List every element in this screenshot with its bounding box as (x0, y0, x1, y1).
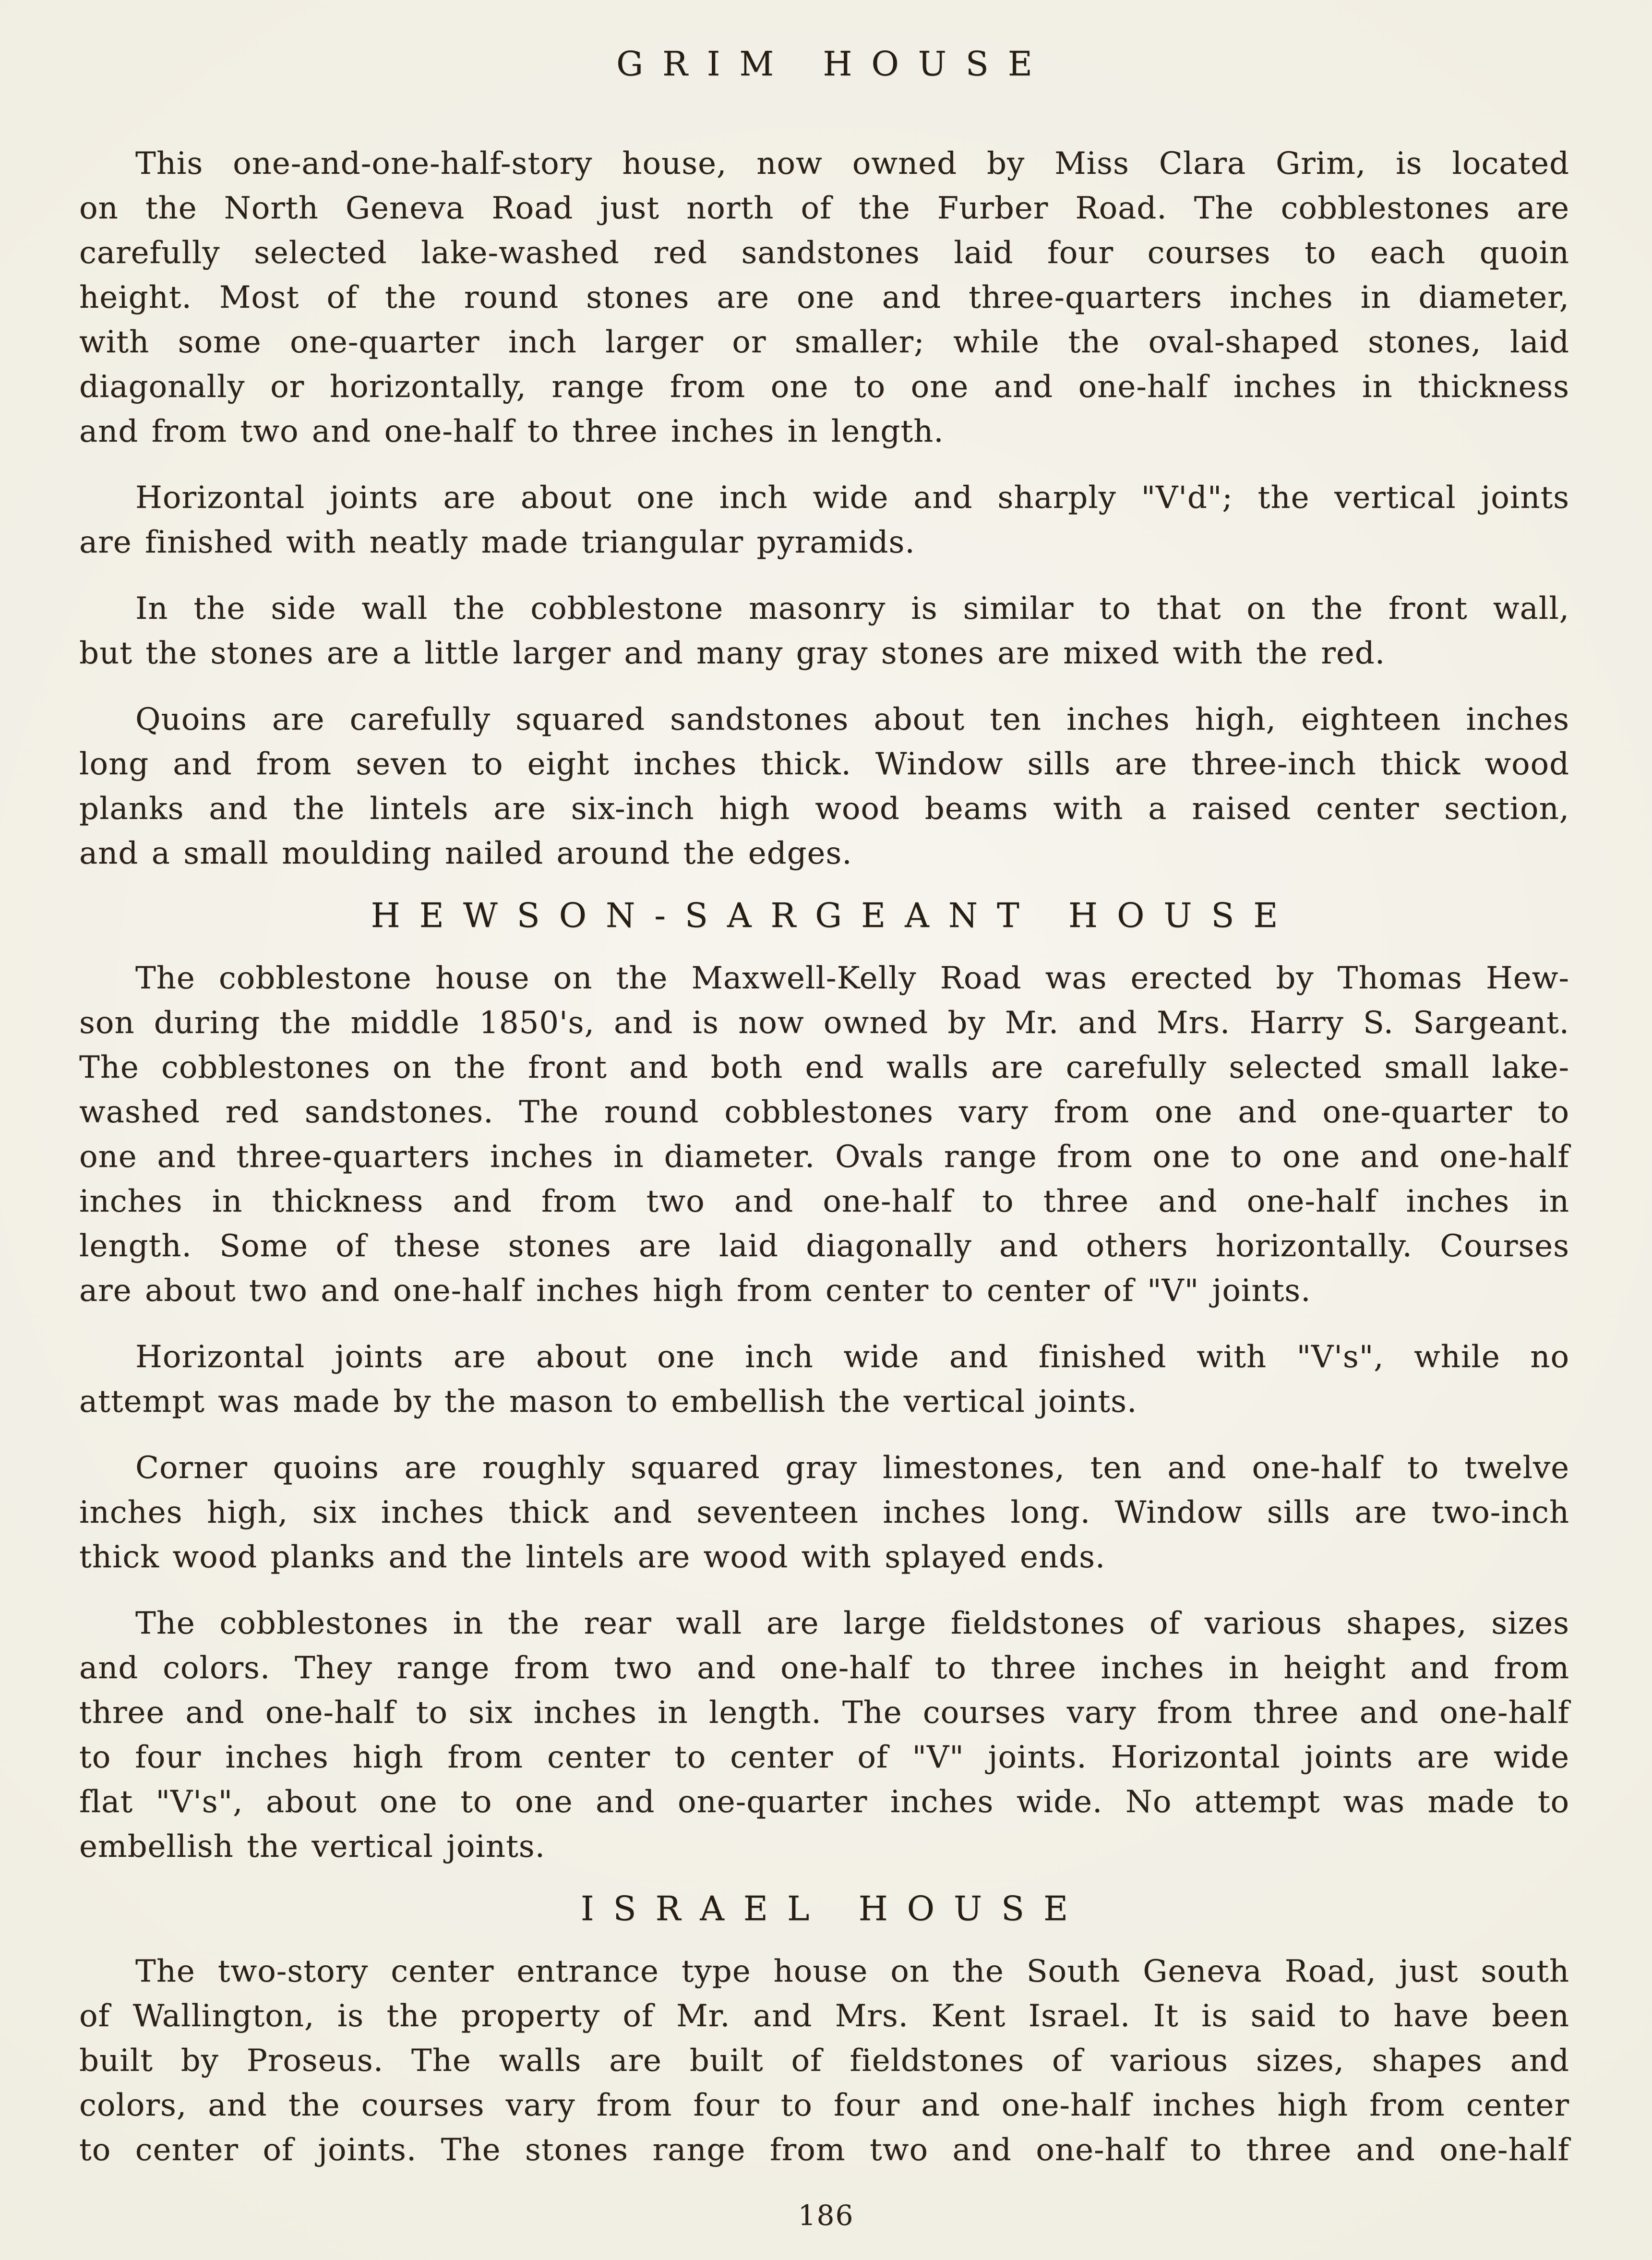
section-heading-hewson-sargeant-house: HEWSON-SARGEANT HOUSE (371, 896, 1297, 935)
paragraph (79, 1335, 1569, 1424)
paragraph (79, 587, 1569, 676)
text-line: and from two and one-half to three inches in length. (79, 414, 944, 449)
text-line: The cobblestones in the rear wall are large fieldstones of various shapes, sizes (135, 1606, 1569, 1641)
section-heading-israel-house: ISRAEL HOUSE (580, 1889, 1088, 1928)
text-line: colors, and the courses vary from four to four and one-half inches high from center (79, 2088, 1569, 2123)
section-heading-grim-house: GRIM HOUSE (616, 44, 1052, 84)
text-line: built by Proseus. The walls are built of fieldstones of various sizes, shapes and (79, 2043, 1569, 2079)
paragraph (79, 956, 1569, 1313)
text-line: one and three-quarters inches in diameter. Ovals range from one to one and one-half (79, 1139, 1569, 1175)
text-line: three and one-half to six inches in length. The courses vary from three and one-half (79, 1695, 1569, 1731)
text-line: are finished with neatly made triangular pyramids. (79, 525, 915, 560)
paragraph (79, 697, 1569, 876)
page-number: 186 (798, 2199, 854, 2232)
text-line: and colors. They range from two and one-half to three inches in height and from (79, 1650, 1569, 1686)
text-line: inches in thickness and from two and one-half to three and one-half inches in (79, 1184, 1569, 1219)
text-line: attempt was made by the mason to embellish the vertical joints. (79, 1384, 1137, 1419)
text-line: to center of joints. The stones range from two and one-half to three and one-half (79, 2132, 1569, 2168)
text-line: length. Some of these stones are laid diagonally and others horizontally. Courses (79, 1228, 1569, 1264)
text-line: with some one-quarter inch larger or smaller; while the oval-shaped stones, laid (79, 325, 1569, 360)
text-line: of Wallington, is the property of Mr. and Mrs. Kent Israel. It is said to have been (79, 1998, 1569, 2034)
text-line: Horizontal joints are about one inch wide and sharply "V'd"; the vertical joints (135, 480, 1569, 516)
text-line: long and from seven to eight inches thick. Window sills are three-inch thick wood (79, 746, 1569, 782)
text-line: washed red sandstones. The round cobblestones vary from one and one-quarter to (79, 1094, 1569, 1130)
paragraph (79, 1949, 1569, 2173)
text-line: son during the middle 1850's, and is now owned by Mr. and Mrs. Harry S. Sargeant. (79, 1005, 1569, 1041)
text-line: and a small moulding nailed around the edges. (79, 836, 852, 871)
text-line: Corner quoins are roughly squared gray limestones, ten and one-half to twelve (135, 1450, 1569, 1486)
paragraph (79, 1446, 1569, 1580)
paragraph (79, 476, 1569, 565)
paragraph (79, 142, 1569, 454)
text-line: are about two and one-half inches high from center to center of "V" joints. (79, 1273, 1311, 1309)
text-line: but the stones are a little larger and many gray stones are mixed with the red. (79, 636, 1386, 671)
text-line: inches high, six inches thick and seventeen inches long. Window sills are two-inch (79, 1495, 1569, 1530)
text-line: thick wood planks and the lintels are wood with splayed ends. (79, 1539, 1106, 1575)
paragraph (79, 1601, 1569, 1869)
text-line: The two-story center entrance type house on the South Geneva Road, just south (135, 1954, 1569, 1989)
text-line: diagonally or horizontally, range from one to one and one-half inches in thickness (79, 369, 1569, 405)
text-line: embellish the vertical joints. (79, 1829, 545, 1864)
text-line: The cobblestones on the front and both end walls are carefully selected small lake- (79, 1050, 1569, 1085)
text-line: flat "V's", about one to one and one-quarter inches wide. No attempt was made to (79, 1784, 1569, 1820)
text-line: height. Most of the round stones are one and three-quarters inches in diameter, (79, 280, 1569, 315)
text-line: Horizontal joints are about one inch wide and finished with "V's", while no (135, 1339, 1569, 1375)
text-line: In the side wall the cobblestone masonry is similar to that on the front wall, (135, 591, 1569, 626)
text-line: Quoins are carefully squared sandstones about ten inches high, eighteen inches (135, 702, 1569, 737)
text-line: planks and the lintels are six-inch high wood beams with a raised center section, (79, 791, 1569, 827)
text-line: carefully selected lake-washed red sandstones laid four courses to each quoin (79, 235, 1569, 271)
text-line: This one-and-one-half-story house, now owned by Miss Clara Grim, is located (135, 146, 1569, 181)
text-line: on the North Geneva Road just north of the Furber Road. The cobblestones are (79, 191, 1569, 226)
text-line: The cobblestone house on the Maxwell-Kelly Road was erected by Thomas Hew- (135, 961, 1569, 996)
text-line: to four inches high from center to center of "V" joints. Horizontal joints are wide (79, 1740, 1569, 1775)
